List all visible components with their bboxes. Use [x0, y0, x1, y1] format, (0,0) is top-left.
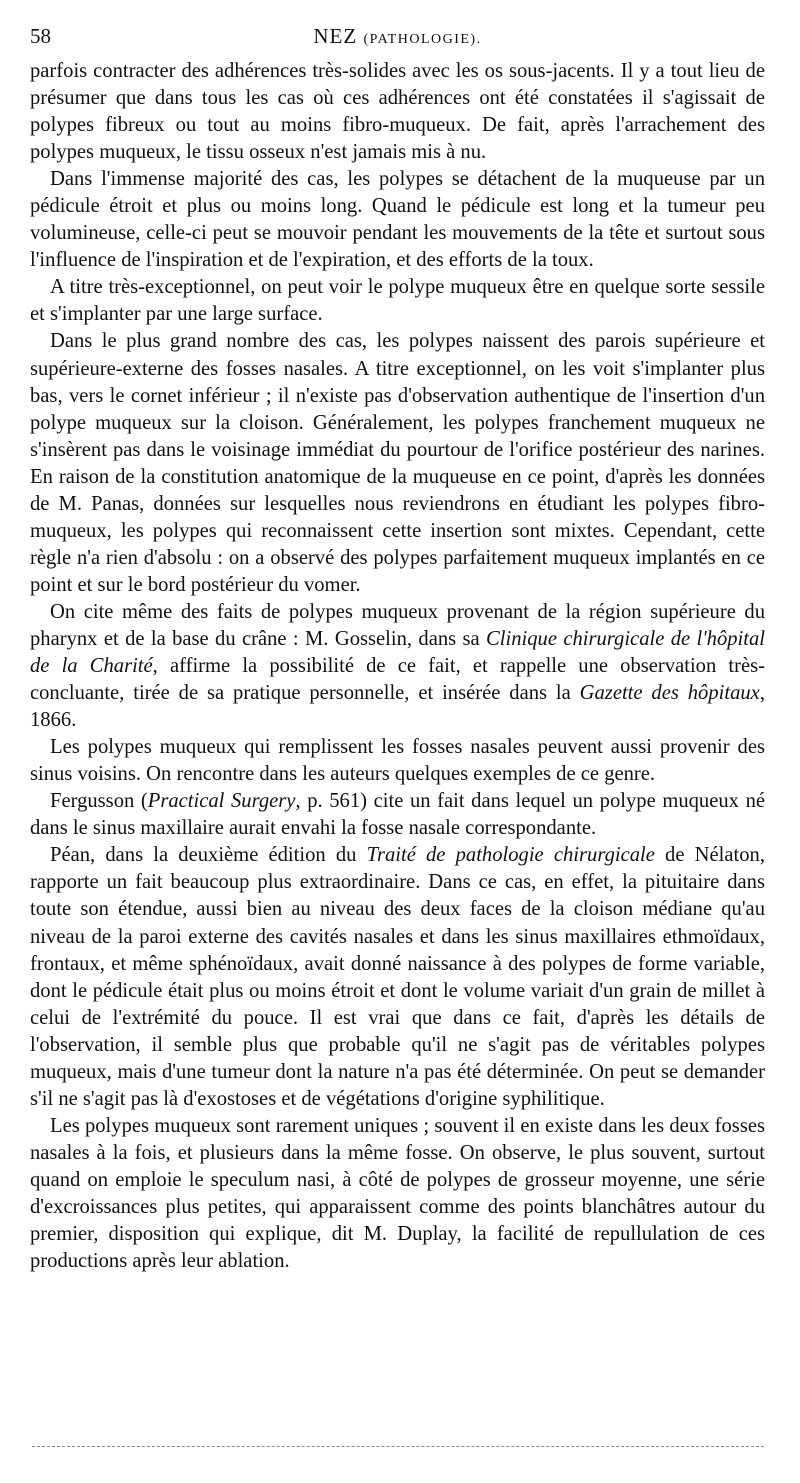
- italic-title: Traité de pathologie chirurgicale: [366, 844, 655, 867]
- text-run: , affirme la possibilité de ce fait, et rappelle une observation très-concluante, tirée de sa pratique personnelle, et insérée dans la: [30, 655, 765, 705]
- text-run: Les polypes muqueux qui remplissent les fosses nasales peuvent aussi provenir des sinus voisins. On rencontre dans les auteurs quelques exemples de ce genre.: [30, 736, 765, 786]
- footer-rule: [32, 1446, 764, 1447]
- text-run: de Nélaton, rapporte un fait beaucoup plus extraordinaire. Dans ce cas, en effet, la pituitaire dans toute son étendue, aussi bien au niveau des deux faces de la cloison médiane qu'au niveau de la paroi externe des cavités nasales et dans les sinus maxillaires ethmoïdaux, frontaux, et même sphénoïdaux, avait donné naissance à des polypes de forme variable, dont le pédicule était plus ou moins étroit et dont le volume variait d'un grain de millet à celui de l'extrémité du pouce. Il est vrai que dans ce fait, d'après les détails de l'observation, il semble plus que probable qu'il ne s'agit pas de véritables polypes muqueux, mais d'une tumeur dont la nature n'a pas été déterminée. On peut se demander s'il ne s'agit pas là d'exostoses et de végétations d'origine syphilitique.: [30, 844, 765, 1110]
- running-title: [30, 24, 765, 49]
- text-run: Dans le plus grand nombre des cas, les polypes naissent des parois supérieure et supérieure-externe des fosses nasales. A titre exceptionnel, on les voit s'implanter plus bas, vers le cornet inférieur ; il n'existe pas d'observation authentique de l'insertion d'un polype muqueux sur la cloison. Généralement, les polypes franchement muqueux ne s'insèrent pas dans le voisinage immédiat du pourtour de l'orifice postérieur des narines. En raison de la constitution anatomique de la muqueuse en ce point, d'après les données de M. Panas, données sur lesquelles nous reviendrons en étudiant les polypes fibro-muqueux, les polypes qui reconnaissent cette insertion sont mixtes. Cependant, cette règle n'a rien d'absolu : on a observé des polypes parfaitement muqueux implantés en ce point et sur le bord postérieur du vomer.: [30, 330, 765, 596]
- page-number: 58: [30, 24, 51, 48]
- text-run: Fergusson (: [50, 790, 148, 813]
- text-run: , p. 561) cite un fait dans lequel un polype muqueux né dans le sinus maxillaire aurait envahi la fosse nasale correspondante.: [30, 790, 766, 840]
- text-run: parfois contracter des adhérences très-solides avec les os sous-jacents. Il y a tout lieu de présumer que dans tous les cas où ces adhérences ont été constatées il s'agissait de polypes fibreux ou tout au moins fibro-muqueux. De fait, après l'arrachement des polypes muqueux, le tissu osseux n'est jamais mis à nu.: [30, 60, 765, 164]
- paragraph: [30, 1113, 765, 1275]
- italic-title: Gazette des hôpitaux: [579, 682, 760, 705]
- paragraph: [30, 58, 765, 166]
- paragraph: [30, 842, 765, 1112]
- paragraph: [30, 599, 765, 734]
- paragraph: [30, 328, 765, 598]
- text-run: Péan, dans la deuxième édition du: [50, 844, 367, 867]
- text-run: , 1866.: [30, 682, 765, 732]
- paragraph: [30, 734, 765, 788]
- running-header: [30, 18, 765, 58]
- text-run: Les polypes muqueux sont rarement uniques ; souvent il en existe dans les deux fosses nasales à la fois, et plusieurs dans la même fosse. On observe, le plus souvent, surtout quand on emploie le speculum nasi, à côté de polypes de grosseur moyenne, une série d'excroissances plus petites, qui apparaissent comme des points blanchâtres autour du premier, disposition qui explique, dit M. Duplay, la facilité de repullulation de ces productions après leur ablation.: [30, 1114, 765, 1273]
- book-page: [30, 18, 765, 1275]
- running-title-main: NEZ: [313, 24, 358, 48]
- text-run: Dans l'immense majorité des cas, les polypes se détachent de la muqueuse par un pédicule étroit et plus ou moins long. Quand le pédicule est long et la tumeur peu volumineuse, celle-ci peut se mouvoir pendant les mouvements de la tête et surtout sous l'influence de l'inspiration et de l'expiration, et des efforts de la toux.: [30, 168, 765, 272]
- paragraph: [30, 274, 765, 328]
- italic-title: Practical Surgery: [147, 790, 296, 813]
- text-run: On cite même des faits de polypes muqueux provenant de la région supérieure du pharynx et de la base du crâne : M. Gosselin, dans sa: [30, 600, 765, 650]
- paragraph: [30, 166, 765, 274]
- body-text: [30, 58, 765, 1275]
- paragraph: [30, 788, 765, 842]
- italic-title: Clinique chirurgicale de l'hôpital de la Charité: [30, 627, 765, 678]
- running-title-sub: (PATHOLOGIE).: [363, 32, 482, 47]
- text-run: A titre très-exceptionnel, on peut voir le polype muqueux être en quelque sorte sessile et s'implanter par une large surface.: [30, 276, 765, 326]
